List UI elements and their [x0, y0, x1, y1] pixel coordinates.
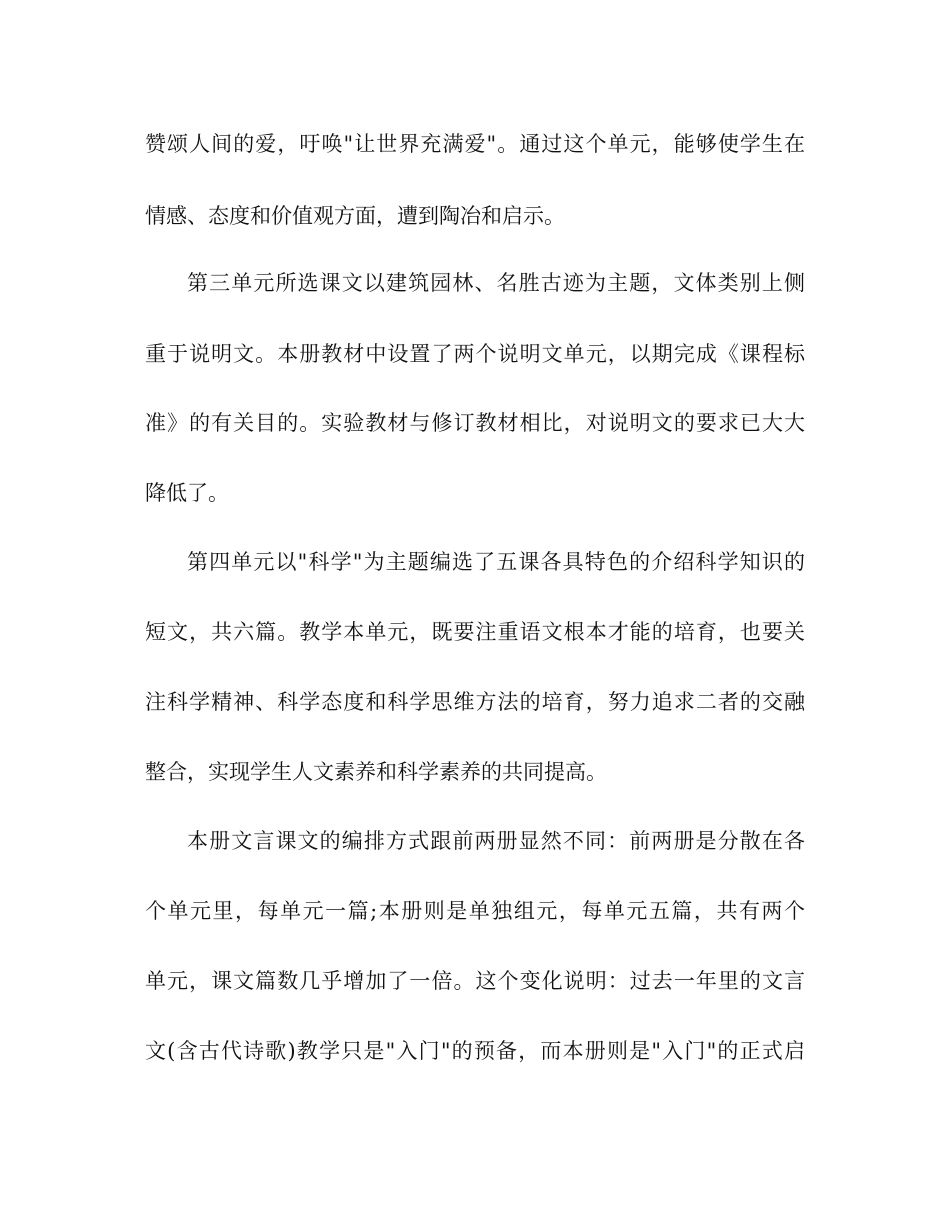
- text-line: 单元，课文篇数几乎增加了一倍。这个变化说明：过去一年里的文言: [145, 969, 805, 993]
- text-line: 降低了。: [145, 481, 229, 505]
- text-line: 整合，实现学生人文素养和科学素养的共同提高。: [145, 760, 607, 784]
- text-line: 情感、态度和价值观方面，遭到陶冶和启示。: [145, 204, 565, 228]
- text-line: 赞颂人间的爱，吁唤"让世界充满爱"。通过这个单元，能够使学生在: [145, 132, 805, 156]
- text-line: 个单元里，每单元一篇;本册则是单独组元，每单元五篇，共有两个: [145, 899, 805, 923]
- paragraph-first-line: 本册文言课文的编排方式跟前两册显然不同：前两册是分散在各: [187, 829, 805, 853]
- text-line: 准》的有关目的。实验教材与修订教材相比，对说明文的要求已大大: [145, 411, 805, 435]
- paragraph-first-line: 第三单元所选课文以建筑园林、名胜古迹为主题，文体类别上侧: [187, 271, 805, 295]
- paragraph-first-line: 第四单元以"科学"为主题编选了五课各具特色的介绍科学知识的: [187, 550, 805, 574]
- text-line: 注科学精神、科学态度和科学思维方法的培育，努力追求二者的交融: [145, 690, 805, 714]
- text-line: 文(含古代诗歌)教学只是"入门"的预备，而本册则是"入门"的正式启: [145, 1039, 805, 1063]
- text-line: 重于说明文。本册教材中设置了两个说明文单元，以期完成《课程标: [145, 342, 805, 366]
- text-line: 短文，共六篇。教学本单元，既要注重语文根本才能的培育，也要关: [145, 620, 805, 644]
